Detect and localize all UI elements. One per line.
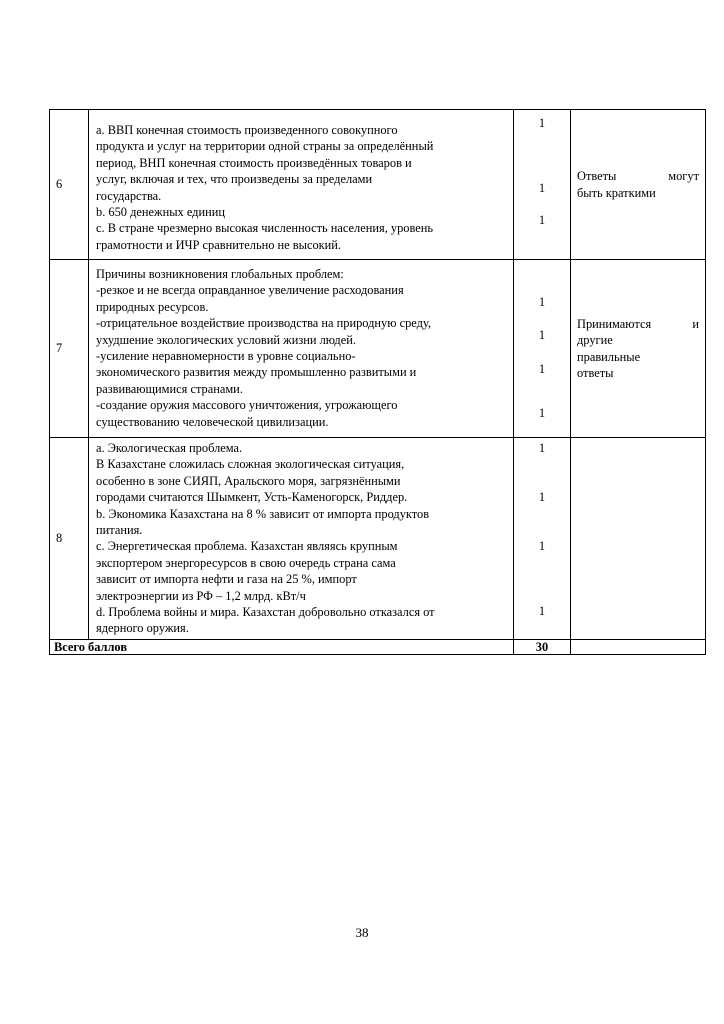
note-line: Ответы могут: [577, 169, 699, 184]
answer-cell: [89, 110, 514, 260]
total-note-cell: [571, 639, 706, 654]
answer-key-table: [49, 109, 706, 655]
answer-line: экономического развития между промышленно развитыми и: [96, 365, 417, 380]
answer-line: -отрицательное воздействие производства на природную среду,: [96, 316, 431, 331]
answer-line: c. В стране чрезмерно высокая численность населения, уровень: [96, 221, 434, 236]
points-value: 1: [538, 328, 546, 342]
answer-line: a. ВВП конечная стоимость произведенного совокупного: [96, 123, 398, 137]
answer-line: питания.: [96, 523, 143, 538]
answer-line: продукта и услуг на территории одной страны за определённый: [96, 139, 434, 154]
answer-line: существованию человеческой цивилизации.: [96, 414, 329, 429]
answer-line: b. Экономика Казахстана на 8 % зависит от импорта продуктов: [96, 506, 430, 521]
points-value: 1: [538, 539, 546, 553]
points-cell: [514, 438, 571, 640]
table-row: [50, 260, 706, 438]
points-value: 1: [538, 213, 546, 227]
note-line: быть краткими: [577, 185, 656, 200]
answer-line: b. 650 денежных единиц: [96, 205, 225, 220]
points-value: 1: [538, 181, 546, 195]
answer-line: зависит от импорта нефти и газа на 25 %, импорт: [96, 572, 357, 587]
total-row: [50, 639, 706, 654]
points-value: 1: [538, 490, 546, 504]
answer-line: c. Энергетическая проблема. Казахстан являясь крупным: [96, 539, 398, 554]
points-value: 1: [538, 295, 546, 309]
answer-line: -резкое и не всегда оправданное увеличение расходования: [96, 283, 404, 298]
row-number: 6: [50, 110, 89, 260]
table-row: [50, 438, 706, 640]
row-number: 7: [50, 260, 89, 438]
answer-line: государства.: [96, 188, 162, 203]
answer-line: грамотности и ИЧР сравнительно не высокий.: [96, 237, 342, 252]
answer-line: ухудшение экологических условий жизни людей.: [96, 332, 356, 347]
points-cell: [514, 260, 571, 438]
answer-line: электроэнергии из РФ – 1,2 млрд. кВт/ч: [96, 588, 306, 603]
answer-line: ядерного оружия.: [96, 621, 189, 636]
points-value: 1: [538, 604, 546, 618]
answer-cell: [89, 260, 514, 438]
points-value: 1: [538, 406, 546, 420]
note-line: правильные: [577, 349, 641, 364]
answer-line: a. Экологическая проблема.: [96, 441, 243, 455]
page-number: 38: [355, 925, 369, 940]
answer-line: -усиление неравномерности в уровне социально-: [96, 349, 356, 364]
points-value: 1: [538, 362, 546, 376]
note-cell: [571, 110, 706, 260]
note-line: ответы: [577, 365, 614, 380]
answer-line: d. Проблема войны и мира. Казахстан добровольно отказался от: [96, 605, 435, 620]
answer-line: развивающимися странами.: [96, 381, 243, 396]
answer-line: -создание оружия массового уничтожения, угрожающего: [96, 398, 398, 413]
answer-line: особенно в зоне СИЯП, Аральского моря, загрязнёнными: [96, 473, 401, 488]
answer-line: городами считаются Шымкент, Усть-Каменогорск, Риддер.: [96, 490, 408, 505]
answer-line: природных ресурсов.: [96, 299, 209, 314]
points-cell: [514, 110, 571, 260]
note-line: Принимаются и: [577, 316, 699, 331]
points-value: 1: [538, 441, 546, 455]
total-value: 30: [514, 639, 571, 654]
row-number: 8: [50, 438, 89, 640]
total-label: Всего баллов: [50, 639, 514, 654]
answer-line: период, ВНП конечная стоимость произведённых товаров и: [96, 155, 412, 170]
answer-line: Причины возникновения глобальных проблем:: [96, 267, 344, 281]
points-value: 1: [538, 116, 546, 130]
note-cell: [571, 260, 706, 438]
table-row: [50, 110, 706, 260]
answer-line: услуг, включая и тех, что произведены за пределами: [96, 172, 373, 187]
note-line: другие: [577, 333, 613, 348]
answer-cell: [89, 438, 514, 640]
note-cell: [571, 438, 706, 640]
answer-line: экспортером энергоресурсов в свою очередь страна сама: [96, 555, 396, 570]
answer-line: В Казахстане сложилась сложная экологическая ситуация,: [96, 457, 405, 472]
